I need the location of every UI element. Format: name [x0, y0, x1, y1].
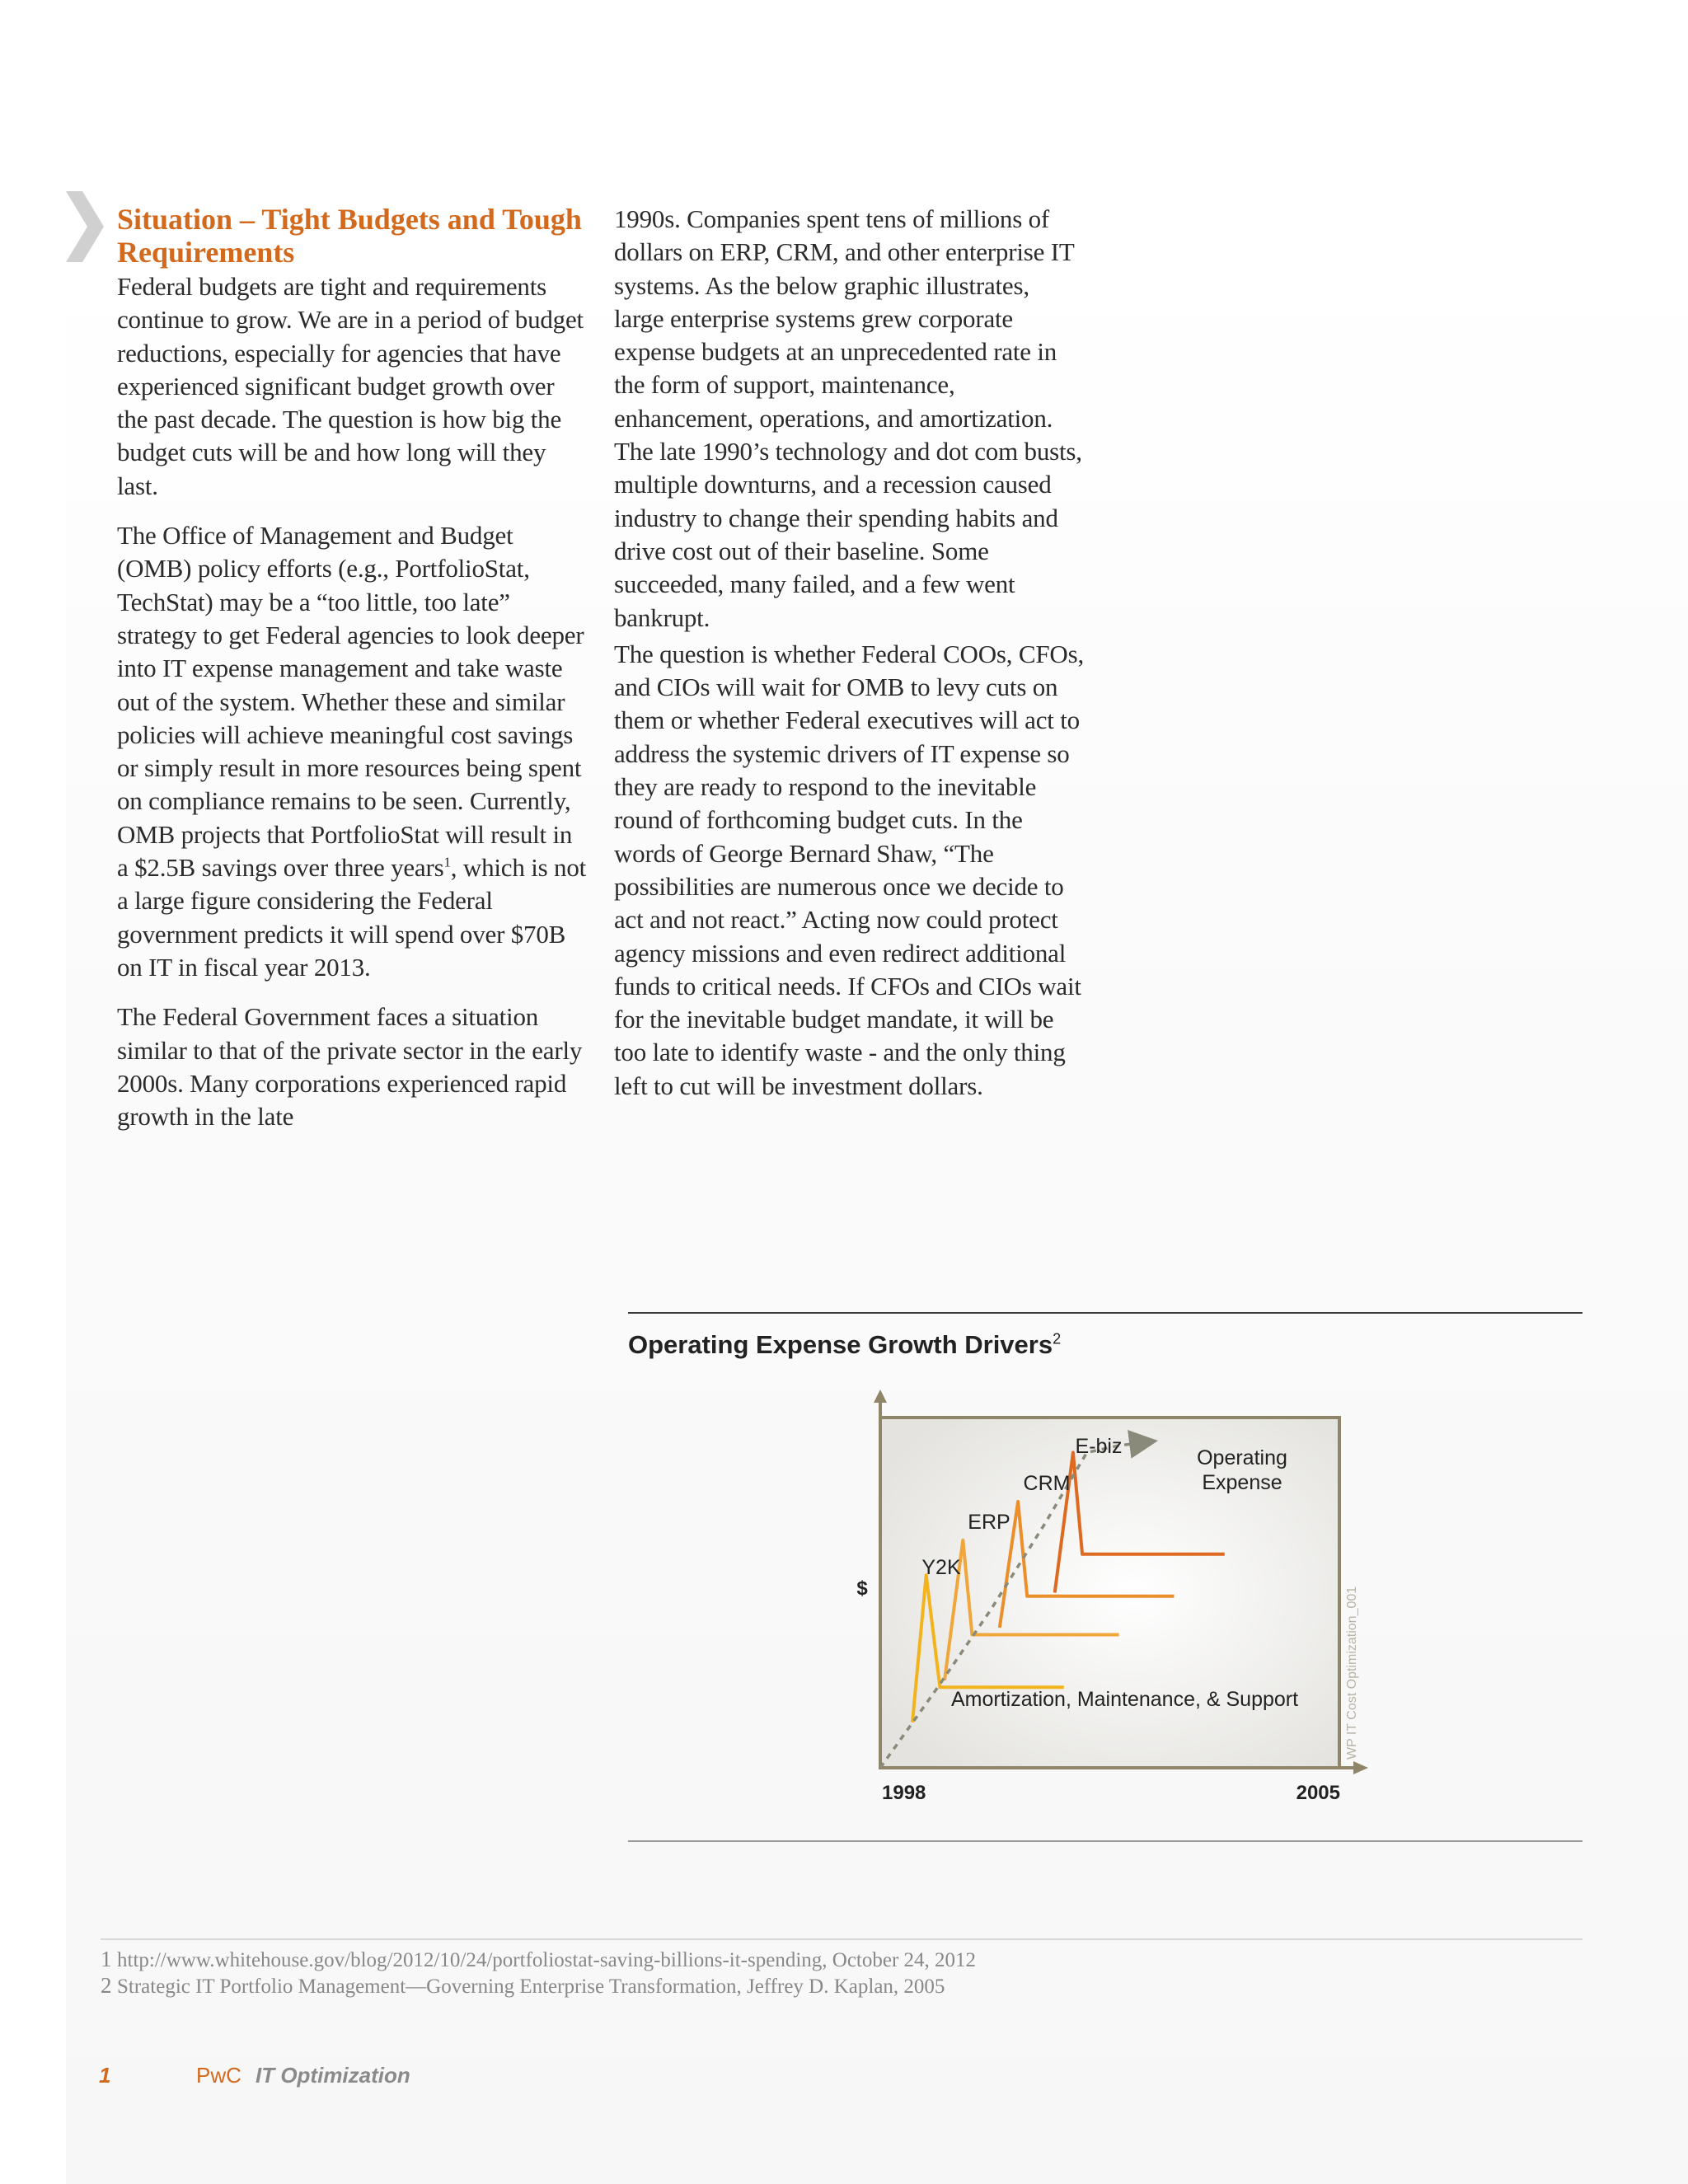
footnote-number: 1: [101, 1947, 112, 1971]
paragraph-omb: [117, 519, 587, 984]
plot-area: [880, 1418, 1339, 1768]
footnote-ref-2: 2: [1053, 1330, 1062, 1347]
brand-name: PwC: [196, 2063, 241, 2088]
operating-expense-chart: [841, 1385, 1385, 1813]
paragraph-federal-government: The Federal Government faces a situation similar to that of the private sector in the early 2000s. Many corporations experienced rapid growth in the late: [117, 1002, 583, 1132]
page-footer: [99, 2063, 410, 2088]
footnote-text: Strategic IT Portfolio Management—Governing Enterprise Transformation, Jeffrey D. Kaplan, 2005: [117, 1975, 945, 1998]
section-heading: Situation – Tight Budgets and Tough Requirements: [117, 203, 582, 269]
paragraph-the-question: The question is whether Federal COOs, CFOs, and CIOs will wait for OMB to levy cuts on them or whether Federal executives will act to address the systemic drivers of IT expense so they are ready to respond to the inevitable round of forthcoming budget cuts. In the words of George Bernard Shaw, “The possibilities are numerous once we decide to act and not react.” Acting now could protect agency missions and even redirect additional funds to critical needs. If CFOs and CIOs wait for the inevitable budget mandate, it will be too late to identify waste - and the only thing left to cut will be investment dollars.: [614, 639, 1085, 1100]
baseline-label: Amortization, Maintenance, & Support: [951, 1688, 1299, 1711]
x-tick-label-end: 2005: [1296, 1782, 1340, 1804]
text-column-right: [614, 203, 1084, 1106]
spike-label-y2k: Y2K: [921, 1556, 961, 1579]
spike-label-crm: CRM: [1023, 1472, 1071, 1495]
chart-watermark: WP IT Cost Optimization_001: [1345, 1586, 1359, 1760]
footnotes: [101, 1947, 976, 1999]
footnote-2: [101, 1973, 976, 1999]
y-axis-label: $: [856, 1577, 868, 1600]
spike-label-ebiz: E-biz: [1075, 1435, 1123, 1458]
x-axis-arrow-icon: [1353, 1761, 1368, 1774]
footnote-ref-1: 1: [443, 854, 451, 870]
paragraph-omb-text-end: , which is not a large figure considering the Federal government predicts it will spend over $70B on IT in fiscal year 2013.: [117, 853, 587, 982]
trend-label-expense: Expense: [1202, 1471, 1282, 1494]
x-tick-label-start: 1998: [882, 1782, 926, 1804]
footnote-rule: [101, 1938, 1582, 1940]
footnote-number: 2: [101, 1973, 112, 1998]
chart-bottom-rule: [628, 1840, 1582, 1842]
section-chevron-icon: [66, 191, 104, 262]
trend-label-operating: Operating: [1197, 1446, 1287, 1469]
chart-title-text: Operating Expense Growth Drivers: [628, 1330, 1053, 1359]
footnote-text: http://www.whitehouse.gov/blog/2012/10/24/portfoliostat-saving-billions-it-spending, October 24, 2012: [117, 1949, 977, 1971]
chart-top-rule: [628, 1312, 1582, 1314]
y-axis-arrow-icon: [874, 1390, 887, 1403]
spike-label-erp: ERP: [968, 1511, 1010, 1534]
paragraph-omb-text: The Office of Management and Budget (OMB) policy efforts (e.g., PortfolioStat, TechStat) may be a “too little, too late” strategy to get Federal agencies to look deeper into IT expense management and take waste out of the system. Whether these and similar policies will achieve meaningful cost savings or simply result in more resources being spent on compliance remains to be seen. Currently, OMB projects that PortfolioStat will result in a $2.5B savings over three years: [117, 521, 584, 883]
footnote-1: [101, 1947, 976, 1973]
text-column-left: [117, 203, 587, 1150]
page-number: 1: [99, 2063, 111, 2088]
paragraph-enterprise-systems: 1990s. Companies spent tens of millions of dollars on ERP, CRM, and other enterprise IT systems. As the below graphic illustrates, large enterprise systems grew corporate expense budgets at an unprecedented rate in the form of support, maintenance, enhancement, operations, and amortization. The late 1990’s technology and dot com busts, multiple downturns, and a recession caused industry to change their spending habits and drive cost out of their baseline. Some succeeded, many failed, and a few went bankrupt.: [614, 204, 1082, 632]
chart-title: [628, 1330, 1061, 1360]
paragraph-budgets: Federal budgets are tight and requirements continue to grow. We are in a period of budget reductions, especially for agencies that have experienced significant budget growth over the past decade. The question is how big the budget cuts will be and how long will they last.: [117, 272, 584, 500]
document-title: IT Optimization: [256, 2063, 410, 2088]
